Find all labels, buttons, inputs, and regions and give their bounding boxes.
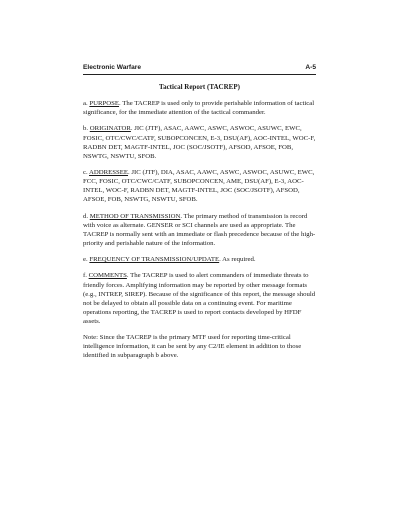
paragraph-text: . As required.: [219, 256, 256, 264]
paragraph-label: b.: [83, 125, 89, 133]
paragraph-heading: ORIGINATOR: [89, 125, 131, 133]
page-header: [83, 64, 316, 72]
paragraph-text: . The primary method of transmission is record with voice as alternate. GENSER or SCI channels are used as appropriate. The TACREP is normally sent with an immediate or flash precedence because of the high-priority and perishable nature of the information.: [83, 212, 316, 247]
paragraph-heading: PURPOSE: [89, 100, 120, 108]
paragraph-heading: METHOD OF TRANSMISSION: [89, 212, 181, 220]
paragraph-frequency: [83, 255, 316, 264]
paragraph-addressee: [83, 168, 316, 204]
document-body: [83, 83, 316, 368]
paragraph-heading: COMMENTS: [88, 272, 127, 280]
paragraph-label: e.: [83, 256, 88, 264]
paragraph-method-of-transmission: [83, 212, 316, 248]
header-page-number: A-5: [305, 64, 316, 71]
paragraph-label: a.: [83, 100, 88, 108]
note-paragraph: Note: Since the TACREP is the primary MTF used for reporting time-critical intelligence information, it can be sent by any C2/IE element in addition to those identified in subparagraph b above.: [83, 334, 302, 360]
header-rule: [83, 74, 316, 75]
paragraph-purpose: [83, 99, 316, 117]
paragraph-text: . The TACREP is used only to provide perishable information of tactical significance, for the immediate attention of the tactical commander.: [83, 100, 315, 117]
paragraph-originator: [83, 124, 316, 160]
paragraph-label: d.: [83, 212, 89, 220]
paragraph-heading: FREQUENCY OF TRANSMISSION/UPDATE: [89, 256, 220, 264]
paragraph-text: . JIC (JTF), ASAC, AAWC, ASWC, ASWOC, ASUWC, EWC, FOSIC, OTC/CWC/CATF, SUBOPCONCEN, E-3, DSU(AF), AOC-INTEL, WOC-F, RADBN DET, MAGTF-INTEL, JOC (SOC/JSOTF), AFSOD, AFSOE, FOB, NSWTG, NSWTU, SFOB.: [83, 125, 316, 160]
paragraph-heading: ADDRESSEE: [89, 169, 129, 177]
paragraph-comments: [83, 271, 316, 326]
paragraph-label: c.: [83, 169, 88, 177]
paragraph-text: . JIC (JTF), DIA, ASAC, AAWC, ASWC, ASWOC, ASUWC, EWC, FCC, FOSIC, OTC/CWC/CATF, SUBOPCONCEN, AME, DSU(AF), E-3, AOC-INTEL, WOC-F, RADBN DET, MAGTF-INTEL, JOC (SOC/JSOTF), AFSOD, AFSOE, FOB, NSWTG, NSWTU, SFOB.: [83, 169, 315, 204]
header-section-title: Electronic Warfare: [83, 64, 142, 71]
report-title: Tactical Report (TACREP): [159, 83, 240, 91]
paragraph-text: . The TACREP is used to alert commanders of immediate threats to friendly forces. Amplifying information may be reported by other message formats (e.g., INTREP, SIREP). Because of the significance of this report, the message should not be delayed to obtain all possible data on a continuing event. For maritime operations reporting, the TACREP is used to report contacts developed by HFDF assets.: [83, 272, 316, 325]
paragraph-label: f.: [83, 272, 87, 280]
